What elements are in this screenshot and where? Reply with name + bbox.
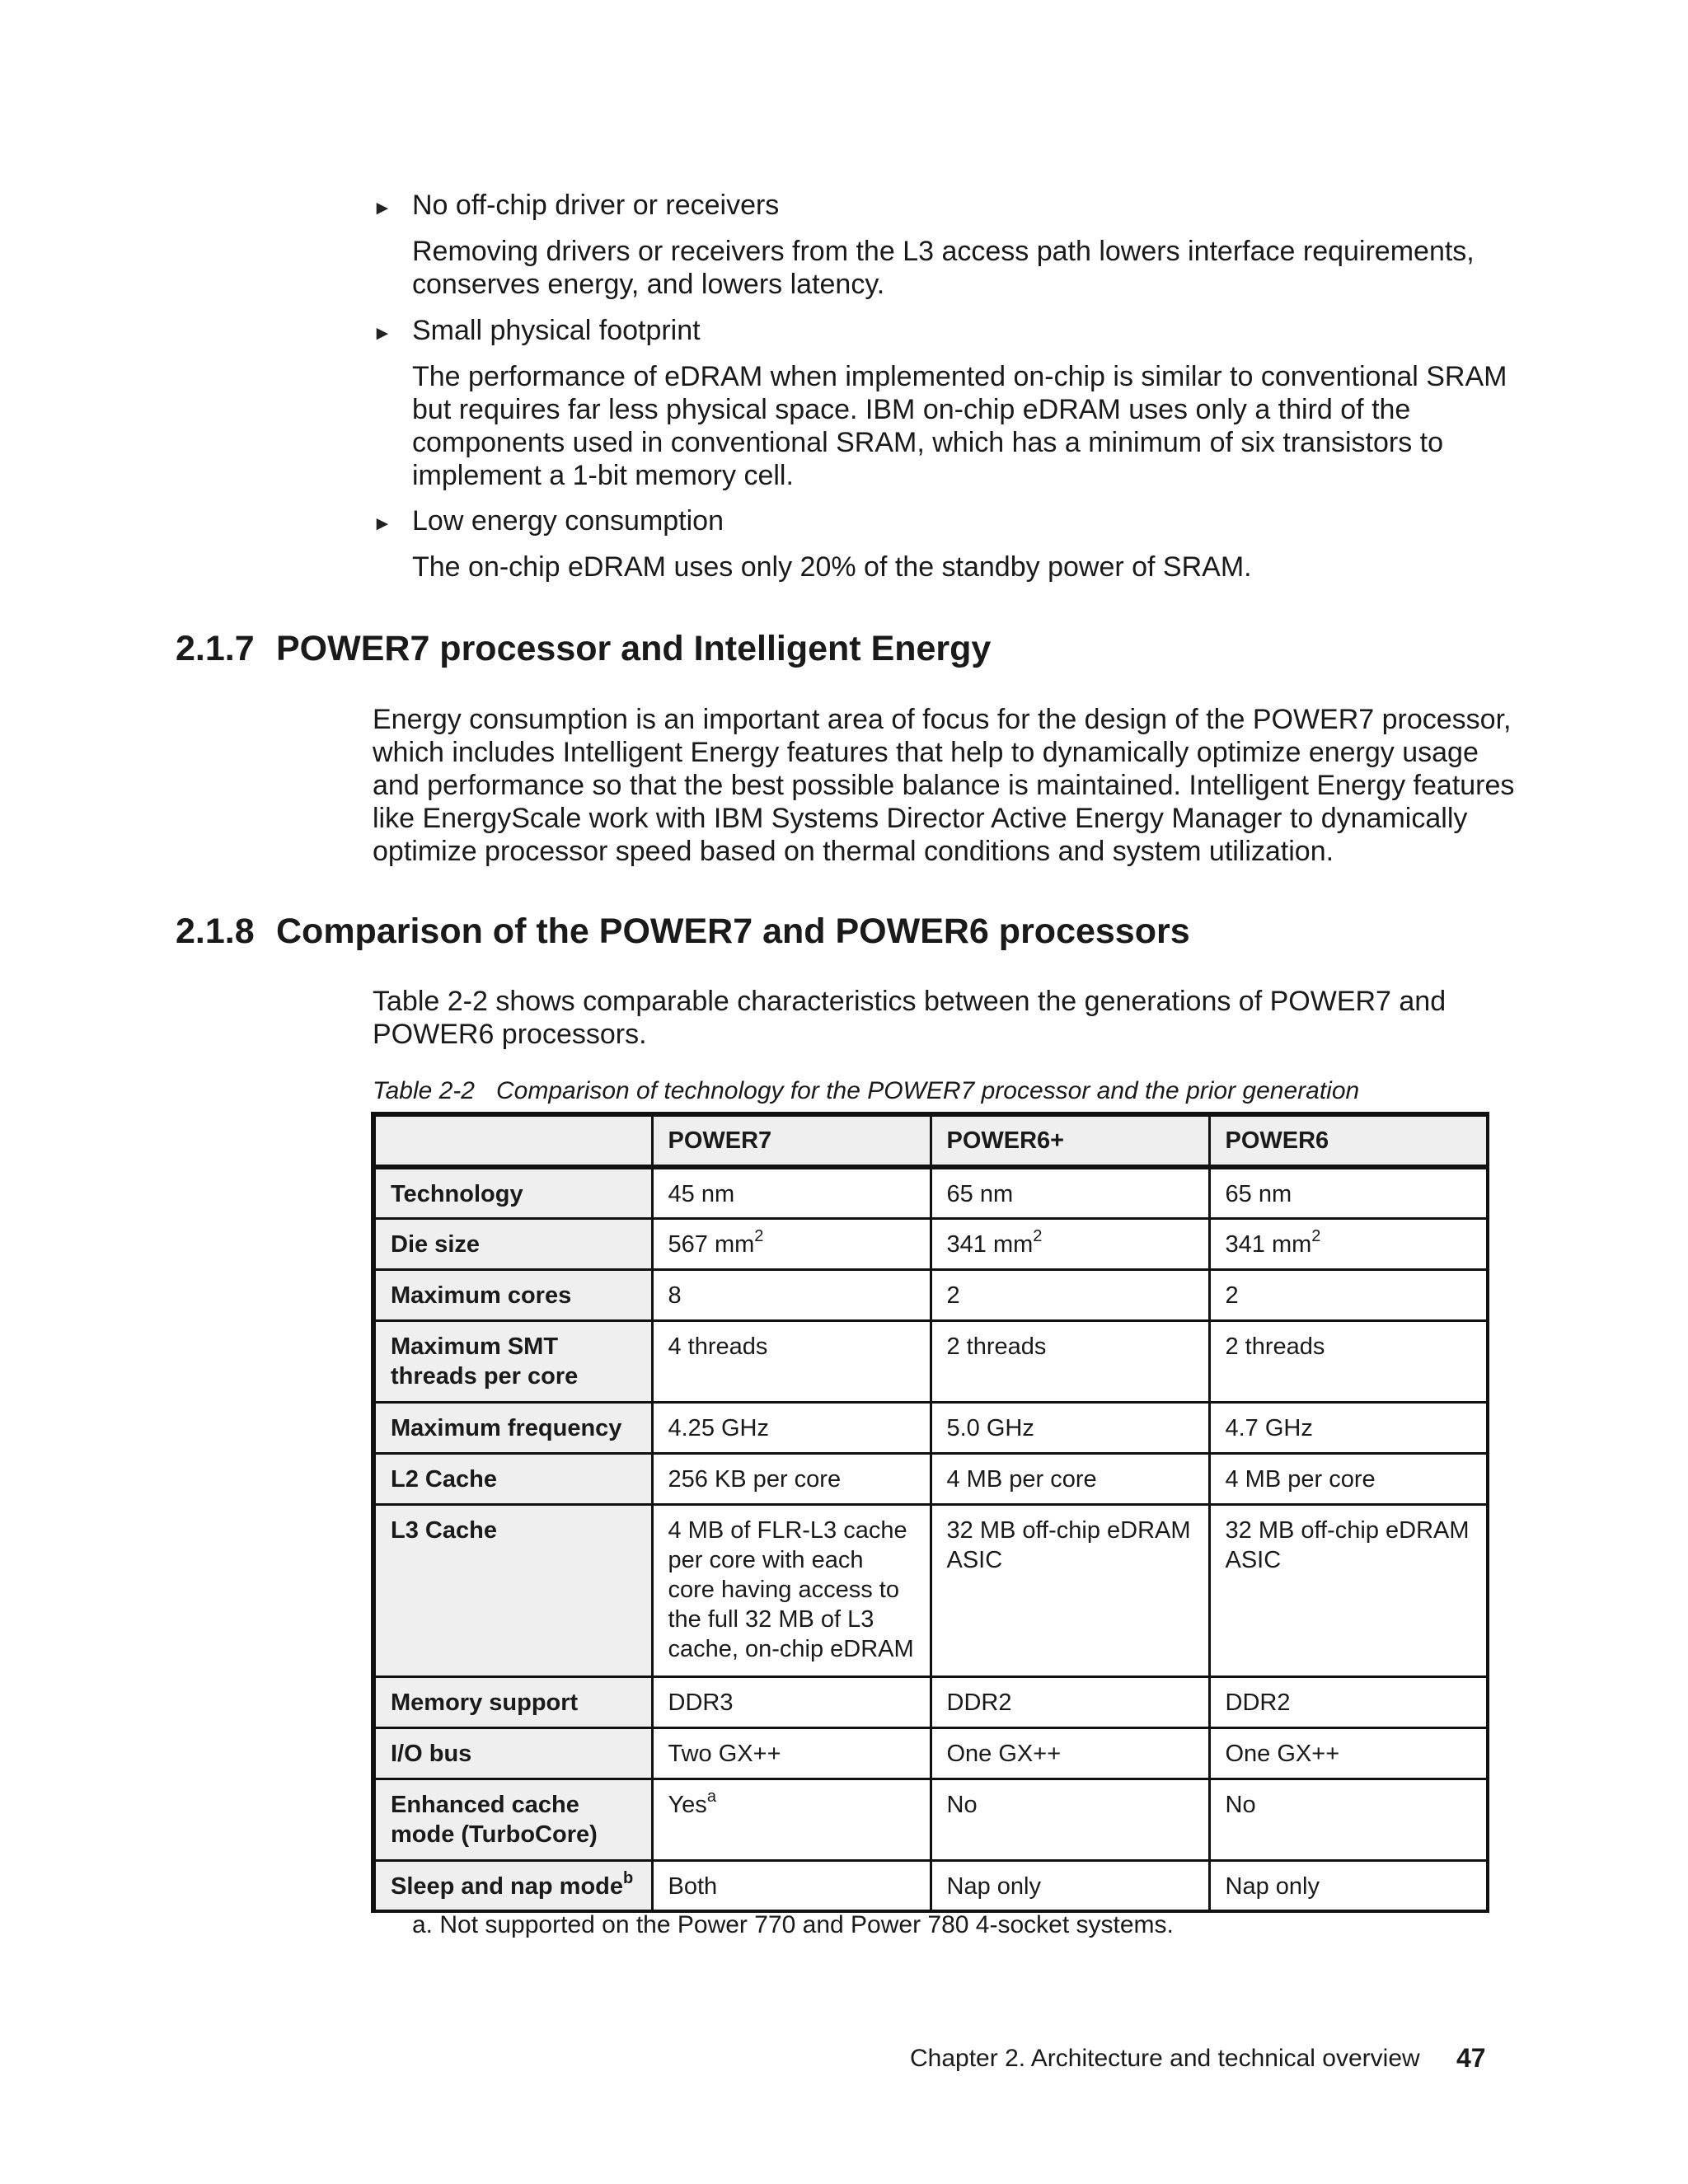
table-cell: 32 MB off-chip eDRAM ASIC [1209,1504,1488,1676]
section-number: 2.1.7 [176,629,255,668]
table-cell: Nap only [931,1860,1209,1911]
section-paragraph: Table 2-2 shows comparable characteristics between the generations of POWER7 and POWER6 processors. [373,986,1447,1050]
table-cell: No [1209,1779,1488,1860]
bullet-description: The performance of eDRAM when implemented on-chip is similar to conventional SRAM but requires far less physical space. IBM on-chip eDRAM uses only a third of the components used in conventional SRAM, which has a minimum of six transistors to implement a 1-bit memory cell. [412,361,1507,491]
table-cell: 4.7 GHz [1209,1402,1488,1453]
table-cell: 4 threads [652,1320,931,1402]
row-label: L2 Cache [373,1453,652,1504]
table-cell: 4 MB per core [931,1453,1209,1504]
section-heading-2-1-7 [176,628,991,669]
bullet-title: Low energy consumption [412,505,724,537]
row-label-text: Sleep and nap mode [391,1872,623,1900]
cell-value: 341 mm [946,1230,1034,1258]
table-cell [652,1779,931,1860]
table-cell: 65 nm [1209,1167,1488,1218]
table-cell: 256 KB per core [652,1453,931,1504]
table-cell: 32 MB off-chip eDRAM ASIC [931,1504,1209,1676]
superscript: 2 [754,1226,764,1245]
table-cell [652,1218,931,1269]
table-cell: 4 MB per core [1209,1453,1488,1504]
section-number: 2.1.8 [176,912,255,951]
table-header-cell: POWER6+ [931,1114,1209,1167]
bullet-title: Small physical footprint [412,315,701,346]
row-label: Die size [373,1218,652,1269]
page-footer-chapter: Chapter 2. Architecture and technical overview [910,2045,1420,2072]
table-cell: One GX++ [1209,1727,1488,1779]
bullet-description: The on-chip eDRAM uses only 20% of the standby power of SRAM. [412,551,1252,583]
table-header-cell [373,1114,652,1167]
comparison-table [371,1112,1489,1913]
table-cell [1209,1218,1488,1269]
table-row [373,1676,1488,1727]
row-label [373,1860,652,1911]
table-cell: 65 nm [931,1167,1209,1218]
superscript: 2 [1311,1226,1321,1245]
bullet-description: Removing drivers or receivers from the L3 access path lowers interface requirements, conserves energy, and lowers latency. [412,236,1475,300]
table-cell: DDR3 [652,1676,931,1727]
table-row [373,1727,1488,1779]
table-cell: Two GX++ [652,1727,931,1779]
footnote-ref-a: a [706,1787,716,1806]
table-cell: 45 nm [652,1167,931,1218]
table-cell: Both [652,1860,931,1911]
table-row [373,1218,1488,1269]
bullet-arrow-icon: ► [373,513,392,535]
section-paragraph: Energy consumption is an important area of focus for the design of the POWER7 processor, which includes Intelligent Energy features that help to dynamically optimize energy usage and performance so that the best possible balance is maintained. Intelligent Energy features like EnergyScale work with IBM Systems Director Active Energy Manager to dynamically optimize processor speed based on thermal conditions and system utilization. [373,704,1515,867]
table-row [373,1779,1488,1860]
table-cell [931,1218,1209,1269]
page-number: 47 [1456,2043,1486,2073]
table-row [373,1320,1488,1402]
footnote-ref-b: b [623,1868,634,1887]
table-row [373,1860,1488,1911]
table-row [373,1504,1488,1676]
section-title: POWER7 processor and Intelligent Energy [276,629,992,668]
table-cell: One GX++ [931,1727,1209,1779]
row-label: Maximum frequency [373,1402,652,1453]
table-cell: 2 [931,1269,1209,1320]
table-caption-text: Comparison of technology for the POWER7 processor and the prior generation [495,1077,1360,1104]
table-row [373,1269,1488,1320]
table-cell: 4 MB of FLR-L3 cache per core with each core having access to the full 32 MB of L3 cache, on-chip eDRAM [652,1504,931,1676]
table-row [373,1167,1488,1218]
row-label: Maximum SMT threads per core [373,1320,652,1402]
cell-value: 567 mm [668,1230,755,1258]
table-row [373,1453,1488,1504]
table-cell: 8 [652,1269,931,1320]
table-header-row [373,1114,1488,1167]
row-label: Memory support [373,1676,652,1727]
table-cell: 2 [1209,1269,1488,1320]
row-label: Maximum cores [373,1269,652,1320]
table-cell: 5.0 GHz [931,1402,1209,1453]
table-cell: 4.25 GHz [652,1402,931,1453]
table-header-cell: POWER6 [1209,1114,1488,1167]
superscript: 2 [1033,1226,1043,1245]
cell-value: Yes [668,1791,707,1818]
table-row [373,1402,1488,1453]
row-label: I/O bus [373,1727,652,1779]
table-cell: DDR2 [1209,1676,1488,1727]
section-title: Comparison of the POWER7 and POWER6 processors [276,912,1190,951]
section-heading-2-1-8 [176,911,1190,952]
row-label: L3 Cache [373,1504,652,1676]
bullet-arrow-icon: ► [373,197,392,219]
table-cell: DDR2 [931,1676,1209,1727]
table-cell: Nap only [1209,1860,1488,1911]
bullet-arrow-icon: ► [373,322,392,344]
table-cell: No [931,1779,1209,1860]
table-header-cell: POWER7 [652,1114,931,1167]
row-label: Enhanced cache mode (TurboCore) [373,1779,652,1860]
table-footnote: a. Not supported on the Power 770 and Power 780 4-socket systems. [412,1911,1174,1938]
table-caption [373,1076,1359,1106]
table-cell: 2 threads [1209,1320,1488,1402]
cell-value: 341 mm [1225,1230,1312,1258]
row-label: Technology [373,1167,652,1218]
table-caption-label: Table 2-2 [373,1077,475,1104]
bullet-title: No off-chip driver or receivers [412,190,780,221]
table-cell: 2 threads [931,1320,1209,1402]
